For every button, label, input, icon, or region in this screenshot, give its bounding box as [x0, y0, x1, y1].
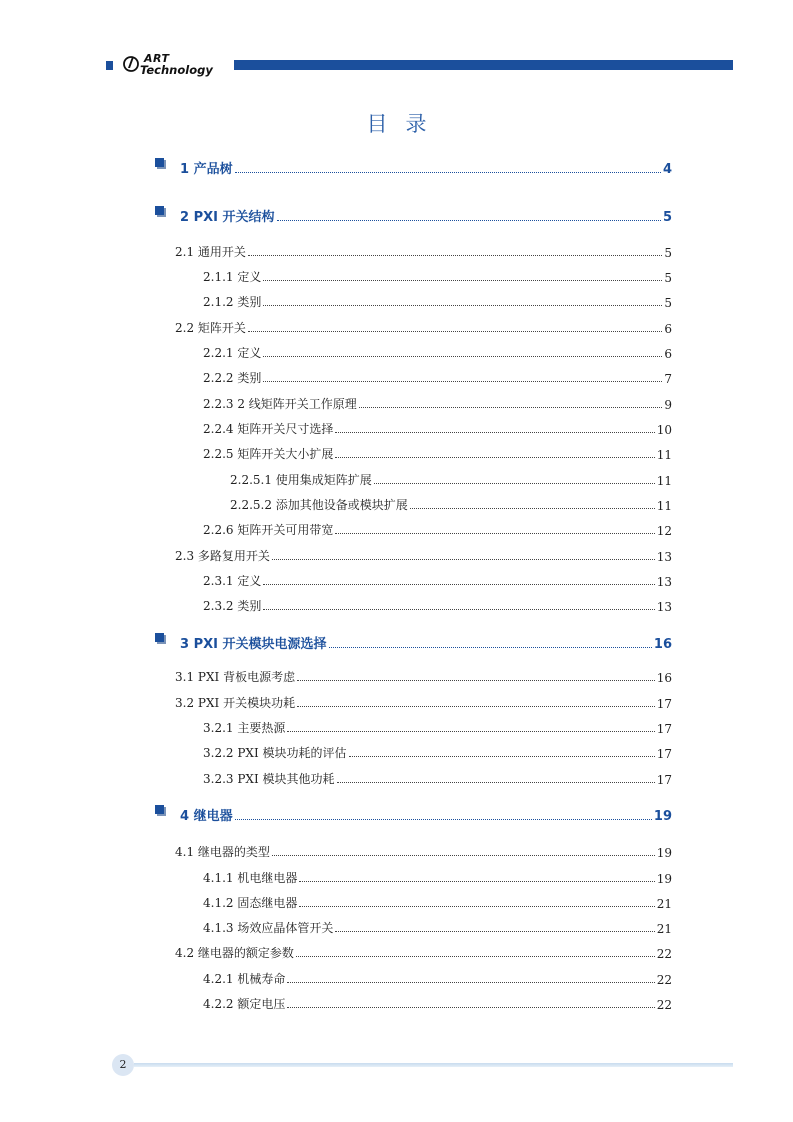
chapter-bullet-icon: [155, 633, 166, 644]
toc-entry-page: 13: [656, 550, 672, 564]
toc-entry-page: 21: [656, 922, 672, 936]
toc-entry-title: 2 PXI 开关结构: [180, 210, 275, 225]
toc-entry-title: 3.2.1 主要热源: [203, 721, 286, 735]
toc-entry-page: 16: [656, 671, 672, 685]
toc-chapter-entry[interactable]: [180, 157, 672, 177]
toc-leader-dots: [335, 931, 654, 932]
toc-leader-dots: [374, 483, 655, 484]
toc-leader-dots: [297, 680, 655, 681]
footer-line: [134, 1063, 733, 1067]
toc-leader-dots: [359, 407, 663, 408]
toc-leader-dots: [263, 584, 654, 585]
toc-entry-page: 11: [656, 448, 672, 462]
toc-chapter-entry[interactable]: [180, 205, 672, 225]
toc-entry-title: 2.3.1 定义: [203, 574, 262, 588]
toc-entry-title: 2.2.1 定义: [203, 346, 262, 360]
toc-leader-dots: [335, 533, 654, 534]
toc-entry-title: 2.2.6 矩阵开关可用带宽: [203, 523, 334, 537]
toc-entry[interactable]: [203, 518, 672, 538]
toc-entry-page: 22: [656, 998, 672, 1012]
toc-leader-dots: [248, 255, 662, 256]
toc-entry-title: 2.2.5.1 使用集成矩阵扩展: [230, 473, 372, 487]
toc-entry-page: 5: [664, 271, 672, 285]
toc-entry-title: 4.1.3 场效应晶体管开关: [203, 921, 334, 935]
toc-leader-dots: [287, 731, 654, 732]
toc-leader-dots: [277, 220, 661, 221]
toc-entry[interactable]: [175, 544, 672, 564]
toc-entry[interactable]: [203, 992, 672, 1012]
logo-text-technology: Technology: [140, 63, 213, 77]
toc-leader-dots: [335, 457, 654, 458]
toc-entry-title: 2.3 多路复用开关: [175, 549, 270, 563]
toc-leader-dots: [263, 305, 662, 306]
toc-entry-title: 4.2.1 机械寿命: [203, 972, 286, 986]
toc-chapter-entry[interactable]: [180, 632, 672, 652]
toc-entry-title: 4.2.2 额定电压: [203, 997, 286, 1011]
page-title: 目录: [366, 112, 445, 136]
page-number: 2: [112, 1054, 134, 1076]
toc-entry-title: 2.2 矩阵开关: [175, 321, 246, 335]
toc-entry-page: 5: [662, 210, 672, 225]
toc-leader-dots: [329, 647, 652, 648]
toc-leader-dots: [410, 508, 655, 509]
toc-entry-page: 17: [656, 747, 672, 761]
toc-entry-title: 2.2.2 类别: [203, 371, 262, 385]
toc-entry-page: 6: [664, 322, 672, 336]
toc-entry-page: 17: [656, 773, 672, 787]
toc-entry-page: 22: [656, 947, 672, 961]
toc-leader-dots: [299, 881, 654, 882]
toc-entry-page: 11: [656, 499, 672, 513]
toc-entry-title: 3.1 PXI 背板电源考虑: [175, 670, 296, 684]
toc-leader-dots: [272, 855, 655, 856]
toc-leader-dots: [296, 956, 655, 957]
toc-entry[interactable]: [175, 240, 672, 260]
toc-entry[interactable]: [203, 891, 672, 911]
toc-entry-title: 3.2 PXI 开关模块功耗: [175, 696, 296, 710]
toc-entry-page: 22: [656, 973, 672, 987]
toc-leader-dots: [263, 280, 662, 281]
toc-leader-dots: [263, 381, 662, 382]
toc-entry-title: 2.2.5.2 添加其他设备或模块扩展: [230, 498, 408, 512]
toc-entry-title: 2.3.2 类别: [203, 599, 262, 613]
toc-entry[interactable]: [203, 967, 672, 987]
chapter-bullet-icon: [155, 805, 166, 816]
toc-entry[interactable]: [203, 569, 672, 589]
toc-leader-dots: [287, 982, 654, 983]
toc-entry-title: 4.1 继电器的类型: [175, 845, 270, 859]
toc-entry-page: 19: [656, 846, 672, 860]
toc-entry-page: 11: [656, 474, 672, 488]
toc-entry-title: 3 PXI 开关模块电源选择: [180, 637, 327, 652]
toc-entry[interactable]: [230, 468, 672, 488]
toc-entry-title: 2.1.2 类别: [203, 295, 262, 309]
toc-leader-dots: [272, 559, 655, 560]
toc-leader-dots: [287, 1007, 654, 1008]
toc-entry-page: 21: [656, 897, 672, 911]
toc-entry-title: 4.2 继电器的额定参数: [175, 946, 294, 960]
toc-entry-title: 3.2.3 PXI 模块其他功耗: [203, 772, 335, 786]
toc-entry-title: 1 产品树: [180, 162, 233, 177]
toc-entry-page: 5: [664, 296, 672, 310]
toc-entry-page: 6: [664, 347, 672, 361]
toc-entry-page: 10: [656, 423, 672, 437]
toc-entry-title: 3.2.2 PXI 模块功耗的评估: [203, 746, 347, 760]
toc-entry[interactable]: [203, 866, 672, 886]
logo-text-art: ART: [144, 52, 170, 65]
toc-entry-page: 19: [656, 872, 672, 886]
toc-entry[interactable]: [230, 493, 672, 513]
toc-entry[interactable]: [203, 594, 672, 614]
toc-entry[interactable]: [203, 716, 672, 736]
toc-entry[interactable]: [175, 691, 672, 711]
toc-entry-page: 17: [656, 697, 672, 711]
toc-leader-dots: [235, 172, 661, 173]
toc-entry-page: 16: [653, 637, 672, 652]
toc-entry-page: 9: [664, 398, 672, 412]
toc-entry[interactable]: [203, 417, 672, 437]
toc-entry-page: 13: [656, 575, 672, 589]
toc-entry-title: 2.2.5 矩阵开关大小扩展: [203, 447, 334, 461]
toc-entry-title: 4.1.1 机电继电器: [203, 871, 298, 885]
toc-entry-page: 13: [656, 600, 672, 614]
toc-entry[interactable]: [203, 290, 672, 310]
toc-entry-title: 2.1 通用开关: [175, 245, 246, 259]
toc-entry[interactable]: [175, 941, 672, 961]
toc-leader-dots: [299, 906, 654, 907]
toc-leader-dots: [263, 609, 654, 610]
toc-entry-title: 4 继电器: [180, 809, 233, 824]
toc-leader-dots: [337, 782, 655, 783]
toc-entry-page: 7: [664, 372, 672, 386]
toc-entry-title: 2.2.4 矩阵开关尺寸选择: [203, 422, 334, 436]
toc-entry[interactable]: [175, 840, 672, 860]
toc-leader-dots: [263, 356, 662, 357]
toc-entry-page: 4: [662, 162, 672, 177]
toc-entry[interactable]: [203, 265, 672, 285]
toc-leader-dots: [349, 756, 655, 757]
toc-chapter-entry[interactable]: [180, 804, 672, 824]
toc-entry-title: 2.1.1 定义: [203, 270, 262, 284]
toc-entry-title: 2.2.3 2 线矩阵开关工作原理: [203, 397, 357, 411]
toc-entry[interactable]: [203, 442, 672, 462]
chapter-bullet-icon: [155, 206, 166, 217]
chapter-bullet-icon: [155, 158, 166, 169]
toc-entry[interactable]: [203, 392, 672, 412]
toc-leader-dots: [335, 432, 654, 433]
toc-entry-title: 4.1.2 固态继电器: [203, 896, 298, 910]
toc-entry[interactable]: [175, 665, 672, 685]
toc-leader-dots: [297, 706, 655, 707]
toc-entry-page: 12: [656, 524, 672, 538]
toc-entry[interactable]: [203, 916, 672, 936]
toc-entry-page: 17: [656, 722, 672, 736]
toc-entry[interactable]: [203, 741, 672, 761]
toc-entry[interactable]: [175, 316, 672, 336]
toc-leader-dots: [248, 331, 662, 332]
toc-entry[interactable]: [203, 767, 672, 787]
toc-entry[interactable]: [203, 341, 672, 361]
toc-leader-dots: [235, 819, 652, 820]
toc-entry-page: 19: [653, 809, 672, 824]
toc-entry-page: 5: [664, 246, 672, 260]
toc-entry[interactable]: [203, 366, 672, 386]
